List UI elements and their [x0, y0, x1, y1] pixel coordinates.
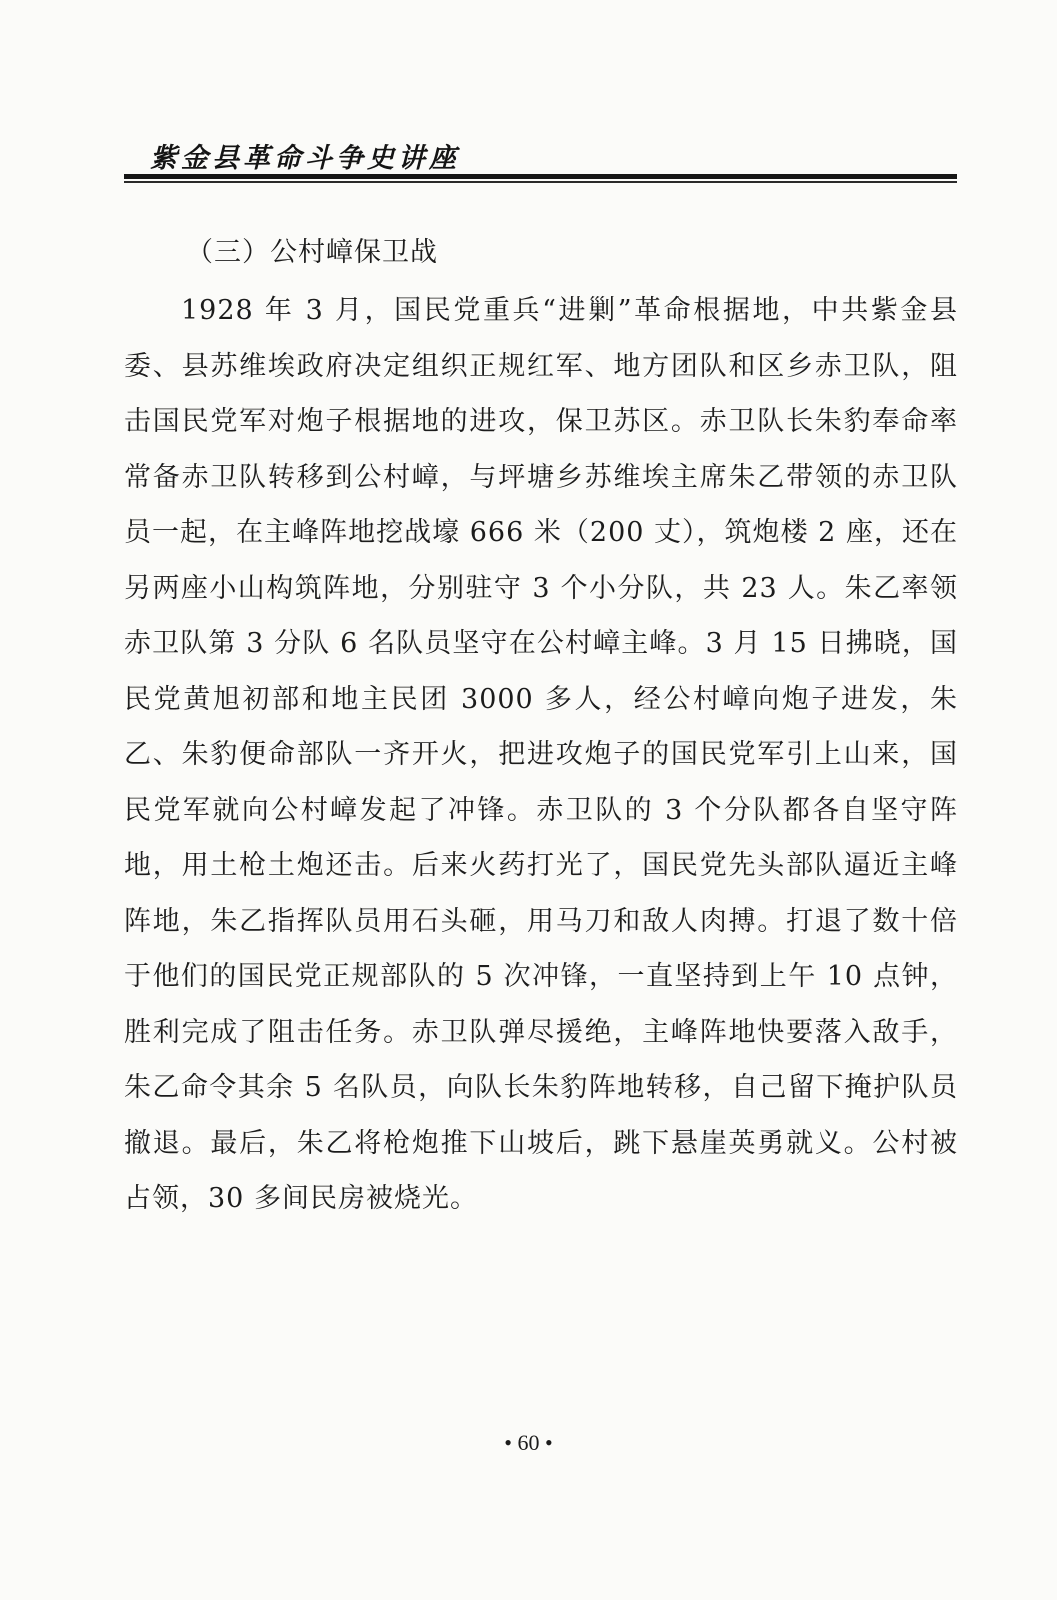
header-rule-thick: [124, 174, 957, 179]
header-rule-thin: [124, 181, 957, 183]
section-heading: （三）公村嶂保卫战: [186, 237, 438, 268]
body-paragraph: 1928 年 3 月，国民党重兵“进剿”革命根据地，中共紫金县委、县苏维埃政府决定组织正规红军、地方团队和区乡赤卫队，阻击国民党军对炮子根据地的进攻，保卫苏区。赤卫队长朱豹奉命率常备赤卫队转移到公村嶂，与坪塘乡苏维埃主席朱乙带领的赤卫队员一起，在主峰阵地挖战壕 666 米（200 丈），筑炮楼 2 座，还在另两座小山构筑阵地，分别驻守 3 个小分队，共 23 人。朱乙率领赤卫队第 3 分队 6 名队员坚守在公村嶂主峰。3 月 15 日拂晓，国民党黄旭初部和地主民团 3000 多人，经公村嶂向炮子进发，朱乙、朱豹便命部队一齐开火，把进攻炮子的国民党军引上山来，国民党军就向公村嶂发起了冲锋。赤卫队的 3 个分队都各自坚守阵地，用土枪土炮还击。后来火药打光了，国民党先头部队逼近主峰阵地，朱乙指挥队员用石头砸，用马刀和敌人肉搏。打退了数十倍于他们的国民党正规部队的 5 次冲锋，一直坚持到上午 10 点钟，胜利完成了阻击任务。赤卫队弹尽援绝，主峰阵地快要落入敌手，朱乙命令其余 5 名队员，向队长朱豹阵地转移，自己留下掩护队员撤退。最后，朱乙将枪炮推下山坡后，跳下悬崖英勇就义。公村被占领，30 多间民房被烧光。: [124, 295, 958, 1214]
running-header-title: 紫金县革命斗争史讲座: [150, 143, 460, 174]
page-number: • 60 •: [504, 1430, 553, 1455]
